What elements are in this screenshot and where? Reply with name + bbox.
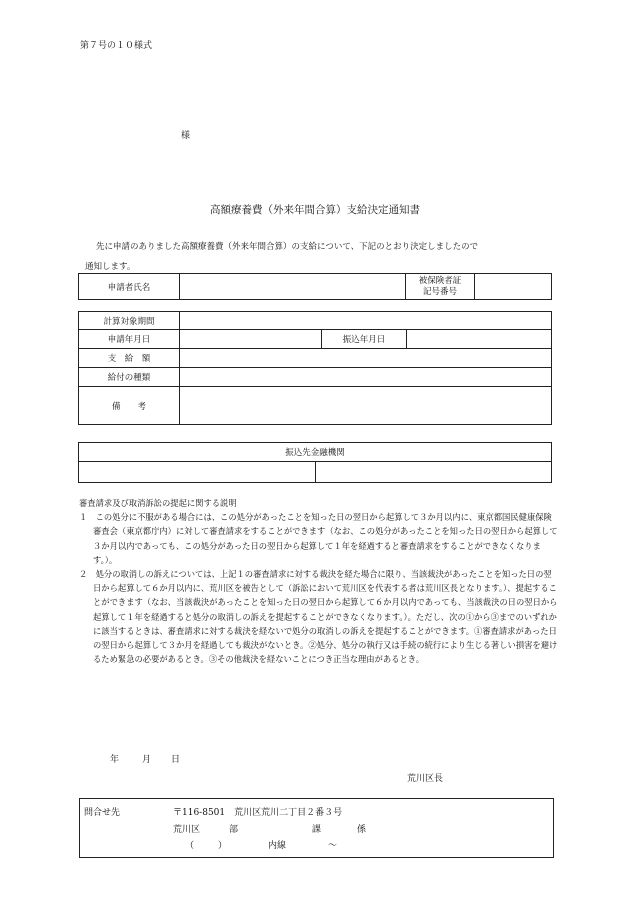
insured-label-line1: 被保険者証 [418,275,462,286]
contact-extension: 内線 [268,841,287,851]
intro-line-2: 通知します。 [85,262,136,272]
insured-number-label [406,274,475,300]
contact-box [79,798,554,858]
bank-value-left [79,462,316,483]
amount-value [180,349,552,368]
bank-value-right [316,462,552,483]
applicant-name-label: 申請者氏名 [79,274,180,300]
remarks-label: 備 考 [79,387,180,425]
contact-section: 課 [312,825,322,835]
period-value [180,312,552,330]
contact-unit: 係 [357,825,367,835]
contact-paren-close: ） [218,841,228,851]
contact-dept: 部 [229,825,239,835]
contact-ward: 荒川区 [173,825,201,835]
document-title: 高額療養費（外来年間合算）支給決定通知書 [210,204,420,216]
intro-line-1: 先に申請のありました高額療養費（外来年間合算）の支給について、下記のとおり決定しましたので [96,242,479,252]
amount-label: 支 給 額 [79,349,180,368]
addressee-suffix: 様 [181,131,191,141]
form-number: 第７号の１０様式 [80,41,153,51]
insured-number-value [475,274,552,300]
contact-address: 〒116-8501 荒川区荒川二丁目２番３号 [173,808,343,818]
application-date-value [180,330,322,349]
bank-table [78,442,552,483]
appeal-item-1: １ この処分に不服がある場合には、この処分があったことを知った日の翌日から起算して３か月以内に、東京都国民健康保険審査会（東京都庁内）に対して審査請求をすることができます（なお、この処分があったことを知った日の翌日から起算して３か月以内であっても、この処分があった日の翌日から起算して１年を経過すると審査請求をすることができなくなります。）。 [79,512,558,565]
appeal-item-2: ２ 処分の取消しの訴えについては、上記１の審査請求に対する裁決を経た場合に限り、当該裁決があったことを知った日の翌日から起算して６か月以内に、荒川区を被告として（訴訟において荒川区を代表する者は荒川区長となります。）、提起することができます（なお、当該裁決があったことを知った日の翌日から起算して６か月以内であっても、当該裁決の日の翌日から起算して１年を経過すると処分の取消しの訴えを提起することができなくなります。）。ただし、次の①から③までのいずれかに該当するときは、審査請求に対する裁決を経ないで処分の取消しの訴えを提起することができます。①審査請求があった日の翌日から起算して３か月を経過しても裁決がないとき。②処分、処分の執行又は手続の続行により生じる著しい損害を避けるため緊急の必要があるとき。③その他裁決を経ないことにつき正当な理由があるとき。 [79,569,558,665]
contact-label: 問合せ先 [84,808,121,818]
date-day: 日 [171,755,181,765]
transfer-date-value [407,330,552,349]
contact-paren-open: （ [185,841,195,851]
date-month: 月 [142,755,152,765]
bank-label: 振込先金融機関 [79,443,552,462]
benefit-type-value [180,368,552,387]
appeal-explanation [79,496,559,666]
contact-tilde: ～ [328,841,338,851]
period-label: 計算対象期間 [79,312,180,330]
benefit-table [78,311,552,425]
issuer-name: 荒川区長 [407,774,444,784]
applicant-name-value [180,274,406,300]
date-year: 年 [110,755,120,765]
applicant-table [78,273,552,300]
application-date-label: 申請年月日 [79,330,180,349]
transfer-date-label: 振込年月日 [322,330,407,349]
remarks-value [180,387,552,425]
appeal-heading: 審査請求及び取消訴訟の提起に関する説明 [79,498,237,508]
benefit-type-label: 給付の種類 [79,368,180,387]
insured-label-line2: 記号番号 [422,286,457,297]
